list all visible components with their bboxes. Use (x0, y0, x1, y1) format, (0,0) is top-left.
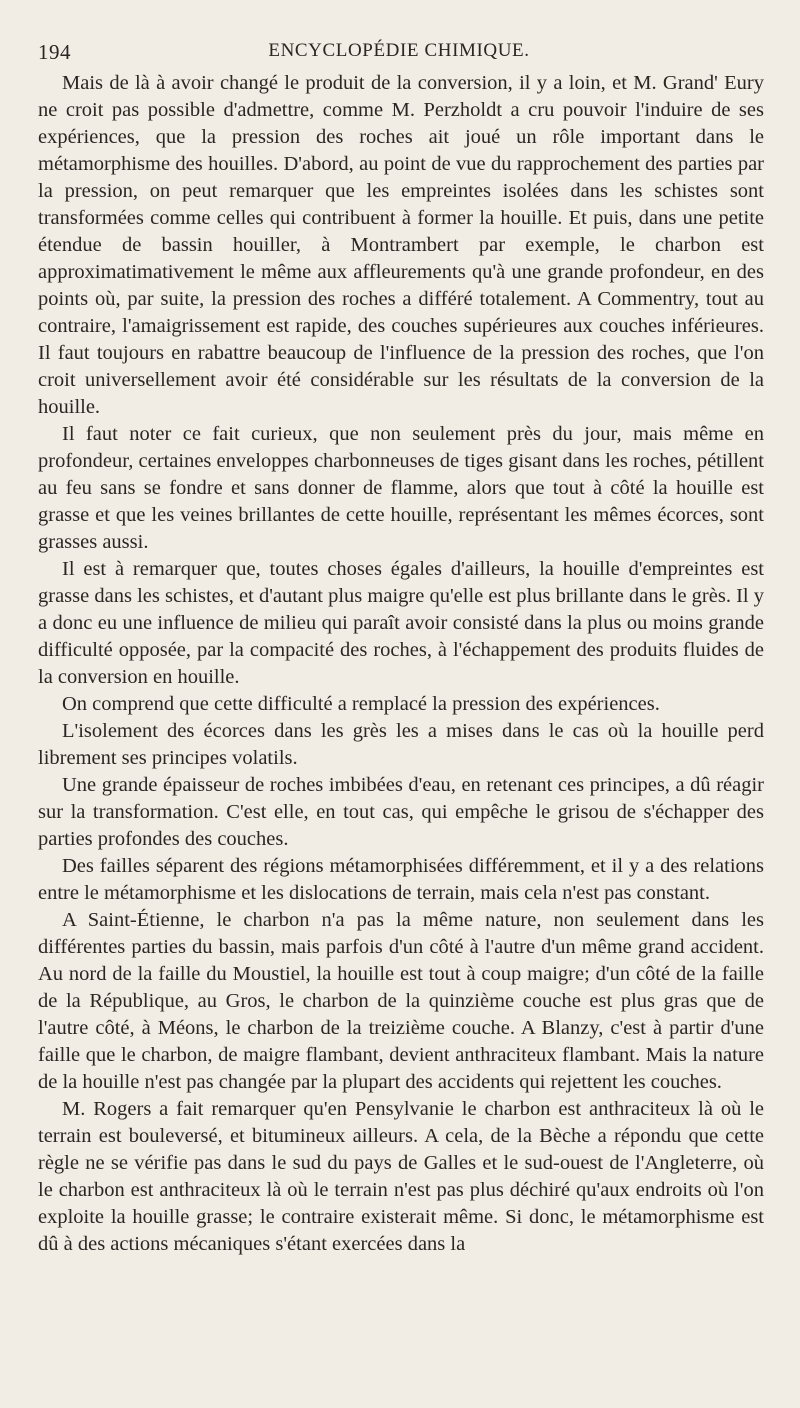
paragraph: Des failles séparent des régions métamorphisées différemment, et il y a des relations entre le métamorphisme et les dislocations de terrain, mais cela n'est pas constant. (38, 855, 764, 904)
paragraph: Il est à remarquer que, toutes choses égales d'ailleurs, la houille d'empreintes est grasse dans les schistes, et d'autant plus maigre qu'elle est plus brillante dans le grès. Il y a donc eu une influence de milieu qui paraît avoir consisté dans la plus ou moins grande difficulté opposée, par la compacité des roches, à l'échappement des produits fluides de la conversion en houille. (38, 558, 764, 688)
paragraph: Mais de là à avoir changé le produit de la conversion, il y a loin, et M. Grand' Eury ne croit pas possible d'admettre, comme M. Perzholdt a cru pouvoir l'induire de ses expériences, que la pression des roches ait joué un rôle important dans le métamorphisme des houilles. D'abord, au point de vue du rapprochement des parties par la pression, on peut remarquer que les empreintes isolées dans les schistes sont transformées comme celles qui contribuent à former la houille. Et puis, dans une petite étendue de bassin houiller, à Montrambert par exemple, le charbon est approximatimativement le même aux affleurements qu'à une grande profondeur, en des points où, par suite, la pression des roches a différé totalement. A Commentry, tout au contraire, l'amaigrissement est rapide, des couches supérieures aux couches inférieures. Il faut toujours en rabattre beaucoup de l'influence de la pression des roches, que l'on croit universellement avoir été considérable sur les résultats de la conversion de la houille. (38, 72, 764, 418)
page-number: 194 (38, 40, 71, 64)
running-title: ENCYCLOPÉDIE CHIMIQUE. (268, 40, 530, 61)
page-header (38, 40, 760, 70)
paragraph: Une grande épaisseur de roches imbibées d'eau, en retenant ces principes, a dû réagir sur la transformation. C'est elle, en tout cas, qui empêche le grisou de s'échapper des parties profondes des couches. (38, 774, 764, 850)
paragraph: A Saint-Étienne, le charbon n'a pas la même nature, non seulement dans les différentes parties du bassin, mais parfois d'un côté à l'autre d'un même grand accident. Au nord de la faille du Moustiel, la houille est tout à coup maigre; d'un côté de la faille de la République, au Gros, le charbon de la quinzième couche est plus gras que de l'autre côté, à Méons, le charbon de la treizième couche. A Blanzy, c'est à partir d'une faille que le charbon, de maigre flambant, devient anthraciteux flambant. Mais la nature de la houille n'est pas changée par la plupart des accidents qui rejettent les couches. (38, 909, 764, 1093)
body-text (38, 70, 764, 1258)
paragraph: M. Rogers a fait remarquer qu'en Pensylvanie le charbon est anthraciteux là où le terrain est bouleversé, et bitumineux ailleurs. A cela, de la Bèche a répondu que cette règle ne se vérifie pas dans le sud du pays de Galles et le sud-ouest de l'Angleterre, où le charbon est anthraciteux là où le terrain n'est pas plus déchiré qu'aux endroits où l'on exploite la houille grasse; le contraire existerait même. Si donc, le métamorphisme est dû à des actions mécaniques s'étant exercées dans la (38, 1098, 764, 1255)
paragraph: L'isolement des écorces dans les grès les a mises dans le cas où la houille perd librement ses principes volatils. (38, 720, 764, 769)
paragraph: On comprend que cette difficulté a remplacé la pression des expériences. (62, 693, 660, 715)
paragraph: Il faut noter ce fait curieux, que non seulement près du jour, mais même en profondeur, certaines enveloppes charbonneuses de tiges gisant dans les roches, pétillent au feu sans se fondre et sans donner de flamme, alors que tout à côté la houille est grasse et que les veines brillantes de cette houille, représentant les mêmes écorces, sont grasses aussi. (38, 423, 764, 553)
